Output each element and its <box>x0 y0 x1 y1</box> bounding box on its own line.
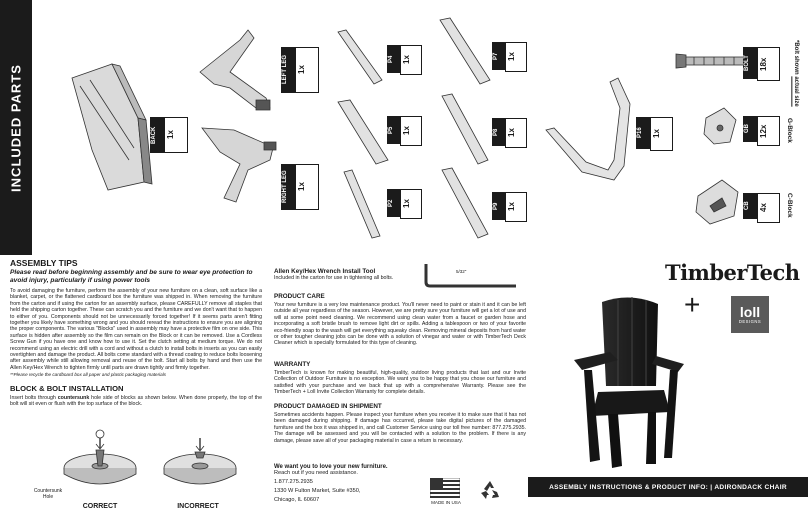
allen-key-desc: Included in the carton for use in tightening all bolts. <box>274 275 394 281</box>
tag-cb-code: CB <box>743 193 757 219</box>
damaged-section <box>274 403 526 444</box>
tag-p7-code: P7 <box>492 42 505 70</box>
p4-drawing <box>338 30 382 84</box>
block-install-title: BLOCK & BOLT INSTALLATION <box>10 384 124 393</box>
tag-back-code: BACK <box>150 117 164 153</box>
tag-left-leg-code: LEFT LEG <box>281 47 295 93</box>
tag-p9-qty: 1x <box>505 192 527 222</box>
left-leg-drawing <box>200 30 270 110</box>
tag-back-qty: 1x <box>164 117 188 153</box>
assembly-tips-subtitle: Please read before beginning assembly and be sure to wear eye protection to avoid injury, particularly if using power tools <box>10 269 253 284</box>
loll-logo-sub: DESIGNS <box>738 318 762 324</box>
correct-diagram <box>64 430 136 484</box>
p9-drawing <box>442 168 488 238</box>
tag-p16-qty: 1x <box>650 117 673 151</box>
tag-p9-code: P9 <box>492 192 505 220</box>
right-leg-drawing <box>202 128 276 202</box>
assembly-tips-body: To avoid damaging the furniture, perform the assembly of your new furniture on a clean, soft surface like a blanket, carpet, or the flattened cardboard box the furniture was shipped in. When removing the furniture from the carton and if using the carton for an assembly surface, please CAREFULLY remove all staples that held the shipping carton together. These can scratch you and the furniture and we don't want that to happen to either of you. Components should not be unnecessarily forced together! If it seems parts aren't fitting together you likely have something wrong and you should reread the instructions to ensure you are aligning the proper components. The various "Blocks" used in assembly may have a protective film on one side. This surface is hidden after assembly so the film can remain on the Block or it can be removed. Use a Cordless Screw Gun if you have one and know how to use it. Set the clutch setting at medium torque. We do not recommend using an electric drill with a cord and without a clutch to install bolts in inserts as you can easily overtighten and damage the product. All bolts come standard with a thread coating to reduce bolts loosening after assembly while still allowing removal and reuse of the bolt. Start all bolts by hand and then use the Allen Key/Hex Wrench to tighten firmly until parts are drawn tightly and firmly together. <box>10 288 262 371</box>
tag-cb-qty: 4x <box>757 193 780 223</box>
bolt-drawing <box>676 54 744 68</box>
adirondack-chair-image <box>560 290 690 470</box>
contact-address-2: Chicago, IL 60607 <box>274 497 320 503</box>
damaged-body: Sometimes accidents happen. Please inspect your furniture when you receive it to make sure that it has not been damaged during shipping. If damage has occurred, please take digital pictures of the damaged furniture and the box it was shipped in, and call Customer Service using our toll free number: 877.275.2935. The damage will be assessed and you will be contacted with a solution to the problem. If there is any damage, please save all of your packaging material in case a return is necessary. <box>274 412 526 444</box>
tag-right-leg-code: RIGHT LEG <box>281 164 295 210</box>
tag-right-leg-qty: 1x <box>295 164 319 210</box>
bolt-note-a: *Bolt shown <box>793 40 799 75</box>
loll-logo-text: loll <box>739 303 761 320</box>
bolt-install-illustration <box>52 408 272 508</box>
contact-headline: We want you to love your new furniture. <box>274 464 388 470</box>
p16-drawing <box>546 78 630 180</box>
back-part-drawing <box>72 64 152 190</box>
tag-bolt-code: BOLT <box>743 47 757 79</box>
incorrect-diagram <box>164 438 236 484</box>
contact-phone: 1.877.275.2935 <box>274 479 313 485</box>
block-install-body-bold: countersunk <box>57 395 90 401</box>
bolt-note <box>792 40 806 110</box>
contact-address-1: 1330 W Fulton Market, Suite #350, <box>274 488 361 494</box>
contact-section <box>274 464 444 504</box>
assembly-tips-title: ASSEMBLY TIPS <box>10 258 78 268</box>
tag-p4-code: P4 <box>387 45 400 73</box>
damaged-title: PRODUCT DAMAGED IN SHIPMENT <box>274 403 382 410</box>
loll-designs-logo <box>731 296 769 333</box>
warranty-body: TimberTech is known for making beautiful, high-quality, outdoor living products that last and our Invite Collection of Outdoor Furniture is no exception. We want you to be happy that you chose our furniture and satisfied with your purchase and we back that up with a comprehensive Warranty. Please see the TimberTech + Loll Invite Collection Warranty for complete details. <box>274 370 526 396</box>
tag-p7 <box>492 42 527 72</box>
bolt-note-b: actual size <box>793 76 799 107</box>
warranty-section <box>274 361 526 396</box>
brand-plus: + <box>684 289 701 320</box>
allen-key-drawing <box>420 260 520 290</box>
block-install-body <box>10 395 262 408</box>
recycle-note: **Please recycle the cardboard box all paper and plastic packaging materials <box>10 372 167 378</box>
tag-p8-code: P8 <box>492 118 505 146</box>
allen-key-title: Allen Key/Hex Wrench Install Tool <box>274 268 376 275</box>
g-block-drawing <box>704 108 736 144</box>
tag-p8 <box>492 118 527 148</box>
made-in-usa-label: MADE IN USA <box>431 500 461 505</box>
tag-p5 <box>387 116 422 146</box>
product-care-section <box>274 293 526 347</box>
included-parts-banner <box>0 0 32 255</box>
correct-label: CORRECT <box>82 503 118 510</box>
contact-reach: Reach out if you need assistance. <box>274 470 358 476</box>
p2-drawing <box>344 170 380 238</box>
tag-p2 <box>387 189 422 219</box>
incorrect-label: INCORRECT <box>177 503 219 510</box>
c-block-label: C-Block <box>786 193 793 218</box>
product-care-body: Your new furniture is a very low maintenance product. You'll never need to paint or stain it and it can be left outside all year regardless of the season. However, we are pretty sure your furniture will get a lot of use and will at some point need cleaning. We recommend using clean water from a faucet or garden hose and incorporating a soft bristle brush to remove light dirt or spills. Adding a tablespoon or two of your favorite eco-friendly soap to the wash will get everything squeaky clean. Removing mineral deposits from hard water or other tougher cleaning jobs can be done with a solution of vinegar and water or with TimberTech Deck Cleaner which is specially formulated for this type of cleaning. <box>274 302 526 347</box>
tag-p5-code: P5 <box>387 116 400 144</box>
tag-left-leg-qty: 1x <box>295 47 319 93</box>
assembly-tips-section <box>10 258 262 377</box>
tag-p2-qty: 1x <box>400 189 422 219</box>
tag-p8-qty: 1x <box>505 118 527 148</box>
allen-key-size: 5/32" <box>456 269 467 274</box>
timbertech-logo: TimberTech <box>665 260 800 285</box>
tag-p7-qty: 1x <box>505 42 527 72</box>
countersunk-label: Countersunk Hole <box>33 488 63 500</box>
g-block-label: G-Block <box>786 118 793 143</box>
tag-gb-qty: 12x <box>757 116 780 146</box>
tag-p5-qty: 1x <box>400 116 422 146</box>
tag-p2-code: P2 <box>387 189 400 217</box>
p8-drawing <box>442 94 488 164</box>
tag-left-leg <box>281 47 319 93</box>
warranty-title: WARRANTY <box>274 361 311 368</box>
tag-right-leg <box>281 164 319 210</box>
block-install-body-post: hole side of blocks as shown below. When done properly, the top of the bolt will sit even or flush with the top surface of the block. <box>10 395 262 408</box>
usa-flag-icon <box>430 478 460 498</box>
p7-drawing <box>440 18 490 84</box>
tag-back <box>150 117 188 153</box>
tag-p9 <box>492 192 527 222</box>
product-care-title: PRODUCT CARE <box>274 293 325 300</box>
tag-bolt <box>743 47 780 81</box>
tag-bolt-qty: 18x <box>757 47 780 81</box>
tag-p4-qty: 1x <box>400 45 422 75</box>
p5-drawing <box>338 100 388 164</box>
tag-p16 <box>636 117 673 151</box>
recycle-icon <box>478 478 502 502</box>
tag-gb-code: GB <box>743 116 757 142</box>
tag-gb <box>743 116 780 146</box>
footer-bar: ASSEMBLY INSTRUCTIONS & PRODUCT INFO: | ADIRONDACK CHAIR <box>528 477 808 497</box>
c-block-drawing <box>696 180 738 224</box>
allen-key-section <box>274 268 424 282</box>
banner-title: INCLUDED PARTS <box>8 63 24 192</box>
tag-p4 <box>387 45 422 75</box>
tag-p16-code: P16 <box>636 117 650 149</box>
block-install-section <box>10 384 262 408</box>
tag-cb <box>743 193 780 223</box>
block-install-body-pre: Insert bolts through <box>10 395 58 401</box>
